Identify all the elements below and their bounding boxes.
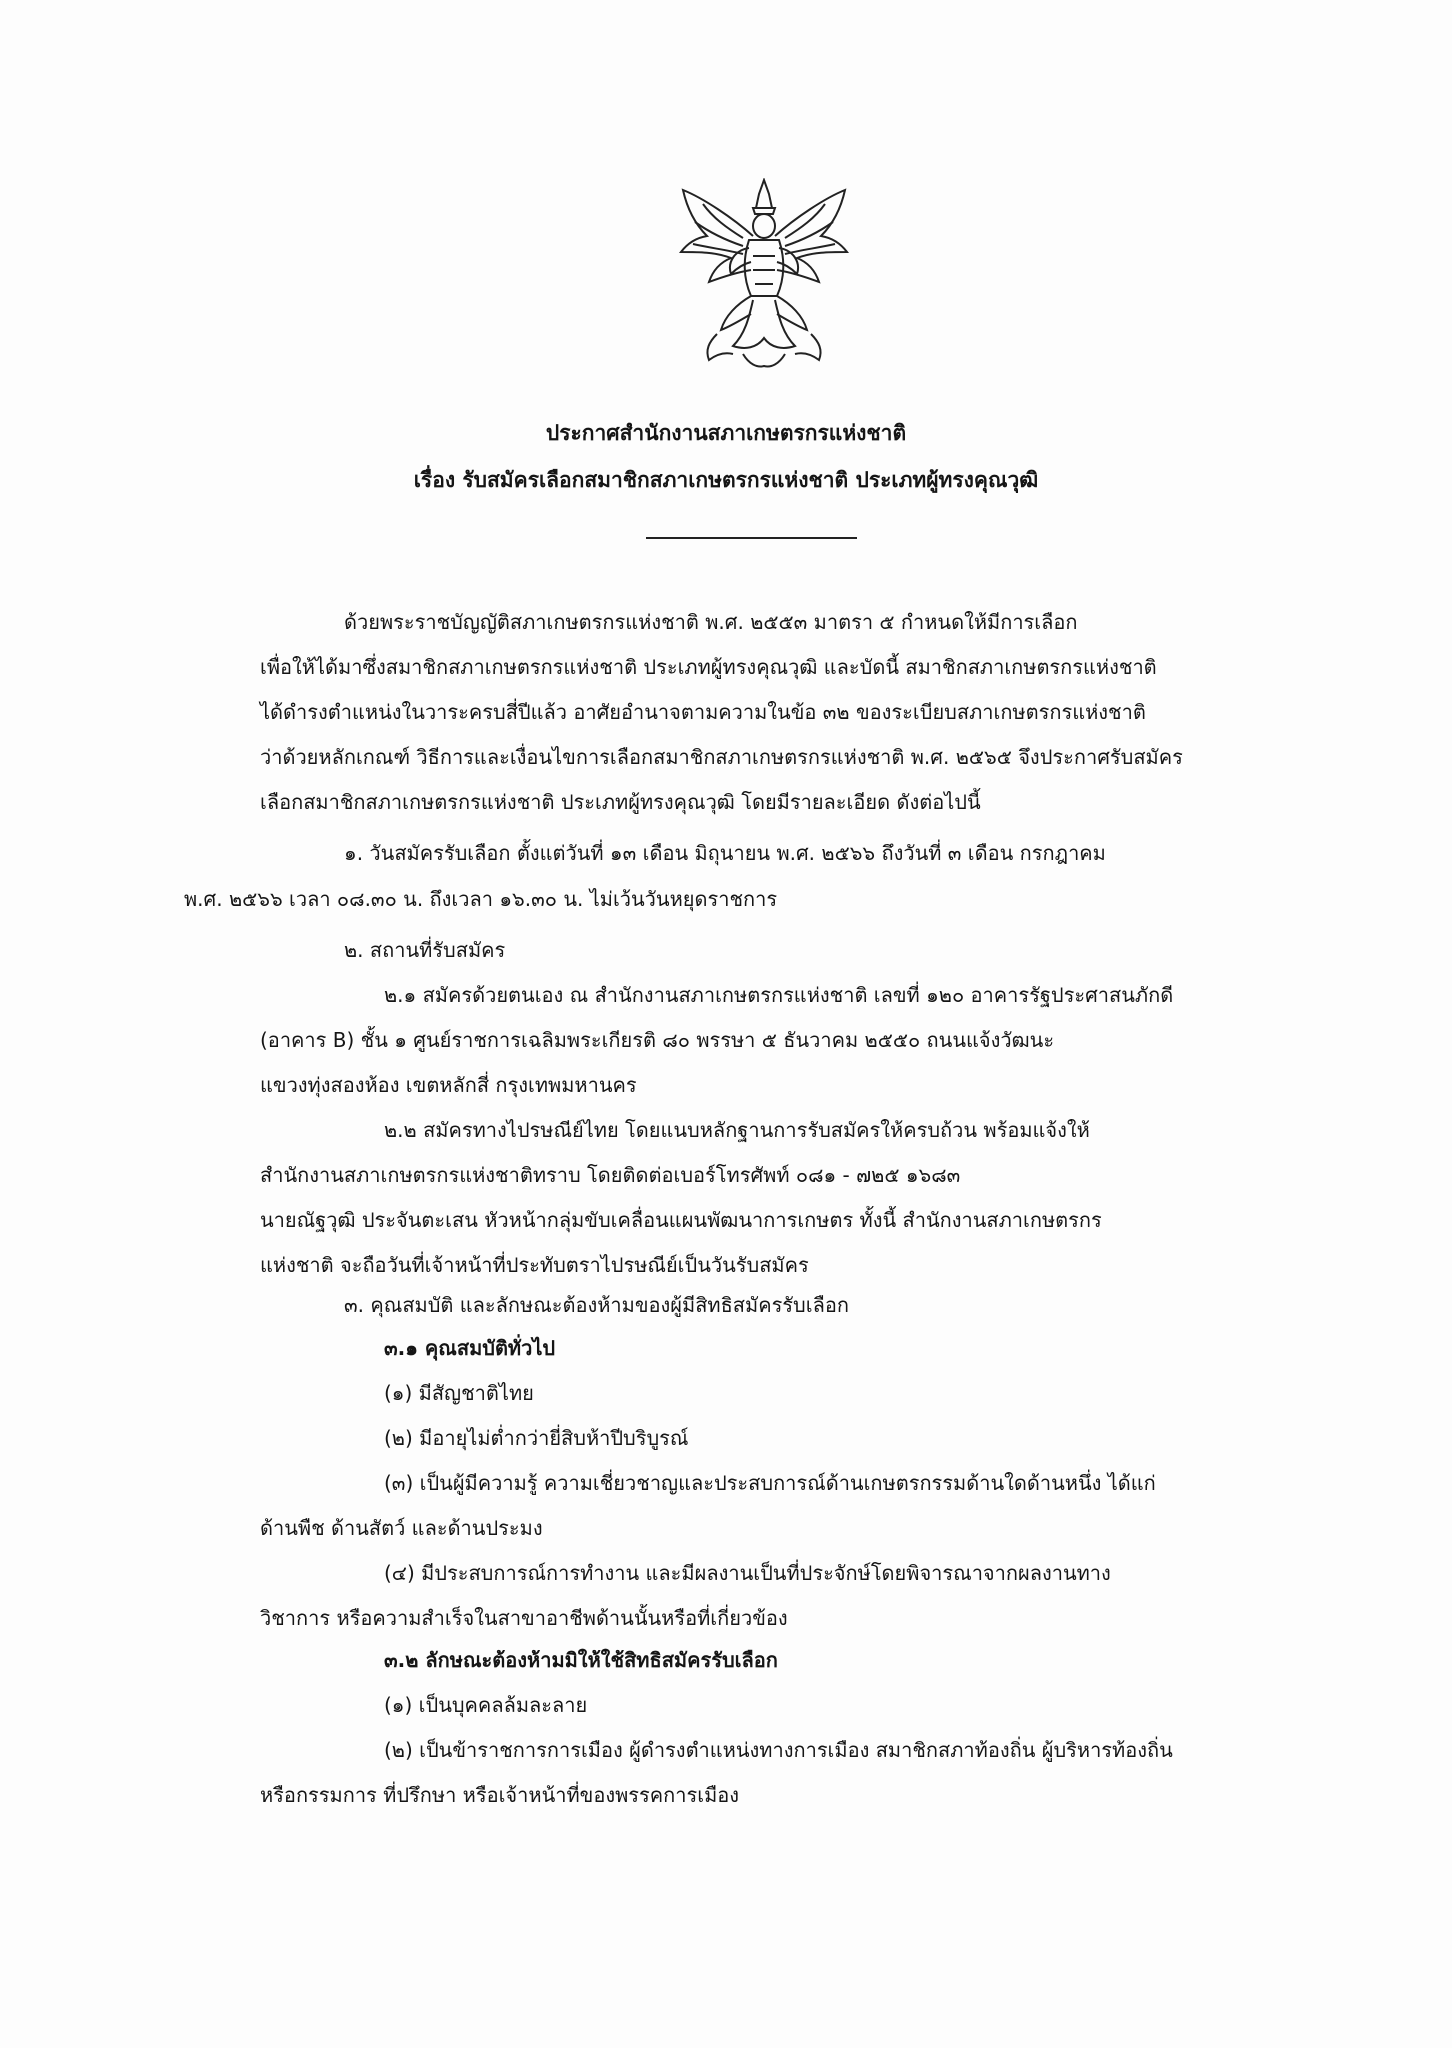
announcement-subject: เรื่อง รับสมัครเลือกสมาชิกสภาเกษตรกรแห่งชาติ ประเภทผู้ทรงคุณวุฒิ [413,468,1039,492]
section2-1-line: แขวงทุ่งสองห้อง เขตหลักสี่ กรุงเทพมหานคร [260,1073,637,1097]
section2-2-line: ๒.๒ สมัครทางไปรษณีย์ไทย โดยแนบหลักฐานการรับสมัครให้ครบถ้วน พร้อมแจ้งให้ [384,1118,1090,1142]
qualification-item: (๒) มีอายุไม่ต่ำกว่ายี่สิบห้าปีบริบูรณ์ [384,1426,689,1450]
prohibition-item: (๒) เป็นข้าราชการการเมือง ผู้ดำรงตำแหน่งทางการเมือง สมาชิกสภาท้องถิ่น ผู้บริหารท้องถิ่น [384,1738,1173,1762]
section2-1-line: ๒.๑ สมัครด้วยตนเอง ณ สำนักงานสภาเกษตรกรแห่งชาติ เลขที่ ๑๒๐ อาคารรัฐประศาสนภักดี [384,983,1174,1007]
qualification-item: (๔) มีประสบการณ์การทำงาน และมีผลงานเป็นที่ประจักษ์โดยพิจารณาจากผลงานทาง [384,1561,1111,1585]
section2-2-line: แห่งชาติ จะถือวันที่เจ้าหน้าที่ประทับตราไปรษณีย์เป็นวันรับสมัคร [260,1253,809,1277]
announcement-title: ประกาศสำนักงานสภาเกษตรกรแห่งชาติ [545,421,907,445]
section3-1-heading: ๓.๑ คุณสมบัติทั่วไป [384,1336,556,1360]
section1-line: ๑. วันสมัครรับเลือก ตั้งแต่วันที่ ๑๓ เดือน มิถุนายน พ.ศ. ๒๕๖๖ ถึงวันที่ ๓ เดือน กรกฎาคม [344,841,1106,865]
title-divider [646,537,857,539]
section2-heading: ๒. สถานที่รับสมัคร [344,938,506,962]
section2-2-line: สำนักงานสภาเกษตรกรแห่งชาติทราบ โดยติดต่อเบอร์โทรศัพท์ ๐๘๑ - ๗๒๕ ๑๖๘๓ [260,1163,961,1187]
preamble-line: เลือกสมาชิกสภาเกษตรกรแห่งชาติ ประเภทผู้ทรงคุณวุฒิ โดยมีรายละเอียด ดังต่อไปนี้ [260,790,981,814]
section3-2-heading: ๓.๒ ลักษณะต้องห้ามมิให้ใช้สิทธิสมัครรับเลือก [384,1648,778,1672]
preamble-line: เพื่อให้ได้มาซึ่งสมาชิกสภาเกษตรกรแห่งชาติ ประเภทผู้ทรงคุณวุฒิ และบัดนี้ สมาชิกสภาเกษตรกรแห่งชาติ [260,655,1157,679]
preamble-line: ด้วยพระราชบัญญัติสภาเกษตรกรแห่งชาติ พ.ศ. ๒๕๕๓ มาตรา ๕ กำหนดให้มีการเลือก [344,610,1078,634]
prohibition-item: (๑) เป็นบุคคลล้มละลาย [384,1693,588,1717]
qualification-item: ด้านพืช ด้านสัตว์ และด้านประมง [260,1516,543,1540]
qualification-item: (๑) มีสัญชาติไทย [384,1381,534,1405]
preamble-line: ว่าด้วยหลักเกณฑ์ วิธีการและเงื่อนไขการเลือกสมาชิกสภาเกษตรกรแห่งชาติ พ.ศ. ๒๕๖๕ จึงประกาศรับสมัคร [260,745,1183,769]
garuda-emblem-icon [673,178,855,370]
section2-2-line: นายณัฐวุฒิ ประจันตะเสน หัวหน้ากลุ่มขับเคลื่อนแผนพัฒนาการเกษตร ทั้งนี้ สำนักงานสภาเกษตรกร [260,1208,1102,1232]
section3-heading: ๓. คุณสมบัติ และลักษณะต้องห้ามของผู้มีสิทธิสมัครรับเลือก [344,1293,849,1317]
preamble-line: ได้ดำรงตำแหน่งในวาระครบสี่ปีแล้ว อาศัยอำนาจตามความในข้อ ๓๒ ของระเบียบสภาเกษตรกรแห่งชาติ [260,700,1146,724]
section1-line: พ.ศ. ๒๕๖๖ เวลา ๐๘.๓๐ น. ถึงเวลา ๑๖.๓๐ น. ไม่เว้นวันหยุดราชการ [184,887,778,911]
section2-1-line: (อาคาร B) ชั้น ๑ ศูนย์ราชการเฉลิมพระเกียรติ ๘๐ พรรษา ๕ ธันวาคม ๒๕๕๐ ถนนแจ้งวัฒนะ [260,1028,1055,1052]
qualification-item: วิชาการ หรือความสำเร็จในสาขาอาชีพด้านนั้นหรือที่เกี่ยวข้อง [260,1606,788,1630]
prohibition-item: หรือกรรมการ ที่ปรึกษา หรือเจ้าหน้าที่ของพรรคการเมือง [260,1783,740,1807]
qualification-item: (๓) เป็นผู้มีความรู้ ความเชี่ยวชาญและประสบการณ์ด้านเกษตรกรรมด้านใดด้านหนึ่ง ได้แก่ [384,1471,1156,1495]
